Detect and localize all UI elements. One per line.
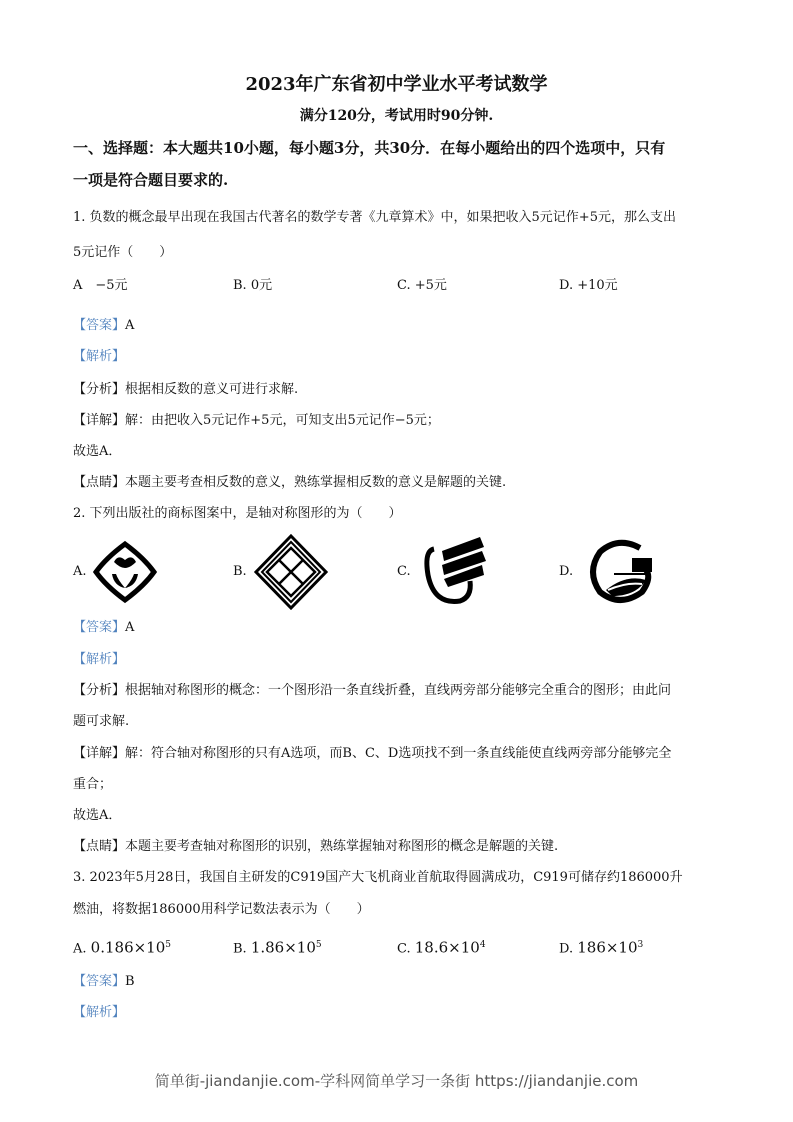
q1-option-b: B. 0元 bbox=[233, 278, 273, 293]
q1-option-c: C. +5元 bbox=[397, 278, 447, 293]
q2-option-d-label: D. bbox=[559, 564, 574, 579]
page-title: 2023年广东省初中学业水平考试数学 bbox=[245, 74, 548, 95]
q1-detail: 【详解】解：由把收入5元记作+5元，可知支出5元记作−5元； bbox=[73, 413, 440, 428]
q1-option-a: A −5元 bbox=[73, 278, 128, 293]
q3-analysis-tag: 【解析】 bbox=[73, 1005, 126, 1020]
q3-option-d: D. $186\times 10^3$ bbox=[559, 938, 644, 957]
q3-stem-2: 燃油，将数据186000用科学记数法表示为（ ） bbox=[73, 902, 370, 917]
q2-comment: 【点睛】本题主要考查轴对称图形的识别，熟练掌握轴对称图形的概念是解题的关键. bbox=[73, 839, 559, 854]
q1-comment: 【点睛】本题主要考查相反数的意义，熟练掌握相反数的意义是解题的关键. bbox=[73, 475, 507, 490]
q2-answer: 【答案】A bbox=[73, 620, 135, 635]
logo-c-icon bbox=[420, 535, 492, 609]
q3-option-c: C. $18.6\times 10^4$ bbox=[397, 938, 486, 957]
q2-detail-1: 【详解】解：符合轴对称图形的只有A选项，而B、C、D选项找不到一条直线能使直线两旁部分能够完全 bbox=[73, 746, 672, 761]
q3-answer: 【答案】B bbox=[73, 974, 135, 989]
q2-detail-2: 重合； bbox=[73, 777, 113, 792]
q2-stem: 2. 下列出版社的商标图案中，是轴对称图形的为（ ） bbox=[73, 506, 402, 521]
q2-option-a-label: A. bbox=[73, 564, 87, 579]
q2-fenxi-1: 【分析】根据轴对称图形的概念：一个图形沿一条直线折叠，直线两旁部分能够完全重合的图形；由此问 bbox=[73, 683, 672, 698]
q2-option-b-label: B. bbox=[233, 564, 247, 579]
q1-choose: 故选A． bbox=[73, 444, 122, 459]
logo-a-icon bbox=[92, 540, 158, 604]
section-heading-2: 一项是符合题目要求的. bbox=[73, 171, 229, 189]
q1-fenxi: 【分析】根据相反数的意义可进行求解. bbox=[73, 382, 299, 397]
q2-option-c-label: C. bbox=[397, 564, 411, 579]
section-heading-1: 一、选择题：本大题共10小题，每小题3分，共30分．在每小题给出的四个选项中，只有 bbox=[73, 139, 666, 157]
q1-stem-2: 5元记作（ ） bbox=[73, 245, 173, 260]
q2-fenxi-2: 题可求解. bbox=[73, 714, 130, 729]
q1-option-d: D. +10元 bbox=[559, 278, 618, 293]
logo-b-icon bbox=[254, 534, 328, 610]
q3-stem-1: 3. 2023年5月28日，我国自主研发的C919国产大飞机商业首航取得圆满成功，C919可储存约186000升 bbox=[73, 870, 683, 885]
q3-option-b: B. $1.86\times 10^5$ bbox=[233, 938, 322, 957]
q1-answer: 【答案】A bbox=[73, 318, 135, 333]
logo-d-icon bbox=[586, 538, 658, 608]
footer-watermark: 简单街-jiandanjie.com-学科网简单学习一条街 https://jiandanjie.com bbox=[154, 1072, 639, 1090]
q1-analysis-tag: 【解析】 bbox=[73, 349, 126, 364]
q1-stem-1: 1. 负数的概念最早出现在我国古代著名的数学专著《九章算术》中，如果把收入5元记作+5元，那么支出 bbox=[73, 210, 676, 225]
q2-choose: 故选A． bbox=[73, 808, 122, 823]
q2-analysis-tag: 【解析】 bbox=[73, 652, 126, 667]
subtitle: 满分120分，考试用时90分钟. bbox=[299, 108, 494, 124]
q3-option-a: A. $0.186\times 10^5$ bbox=[73, 938, 172, 957]
